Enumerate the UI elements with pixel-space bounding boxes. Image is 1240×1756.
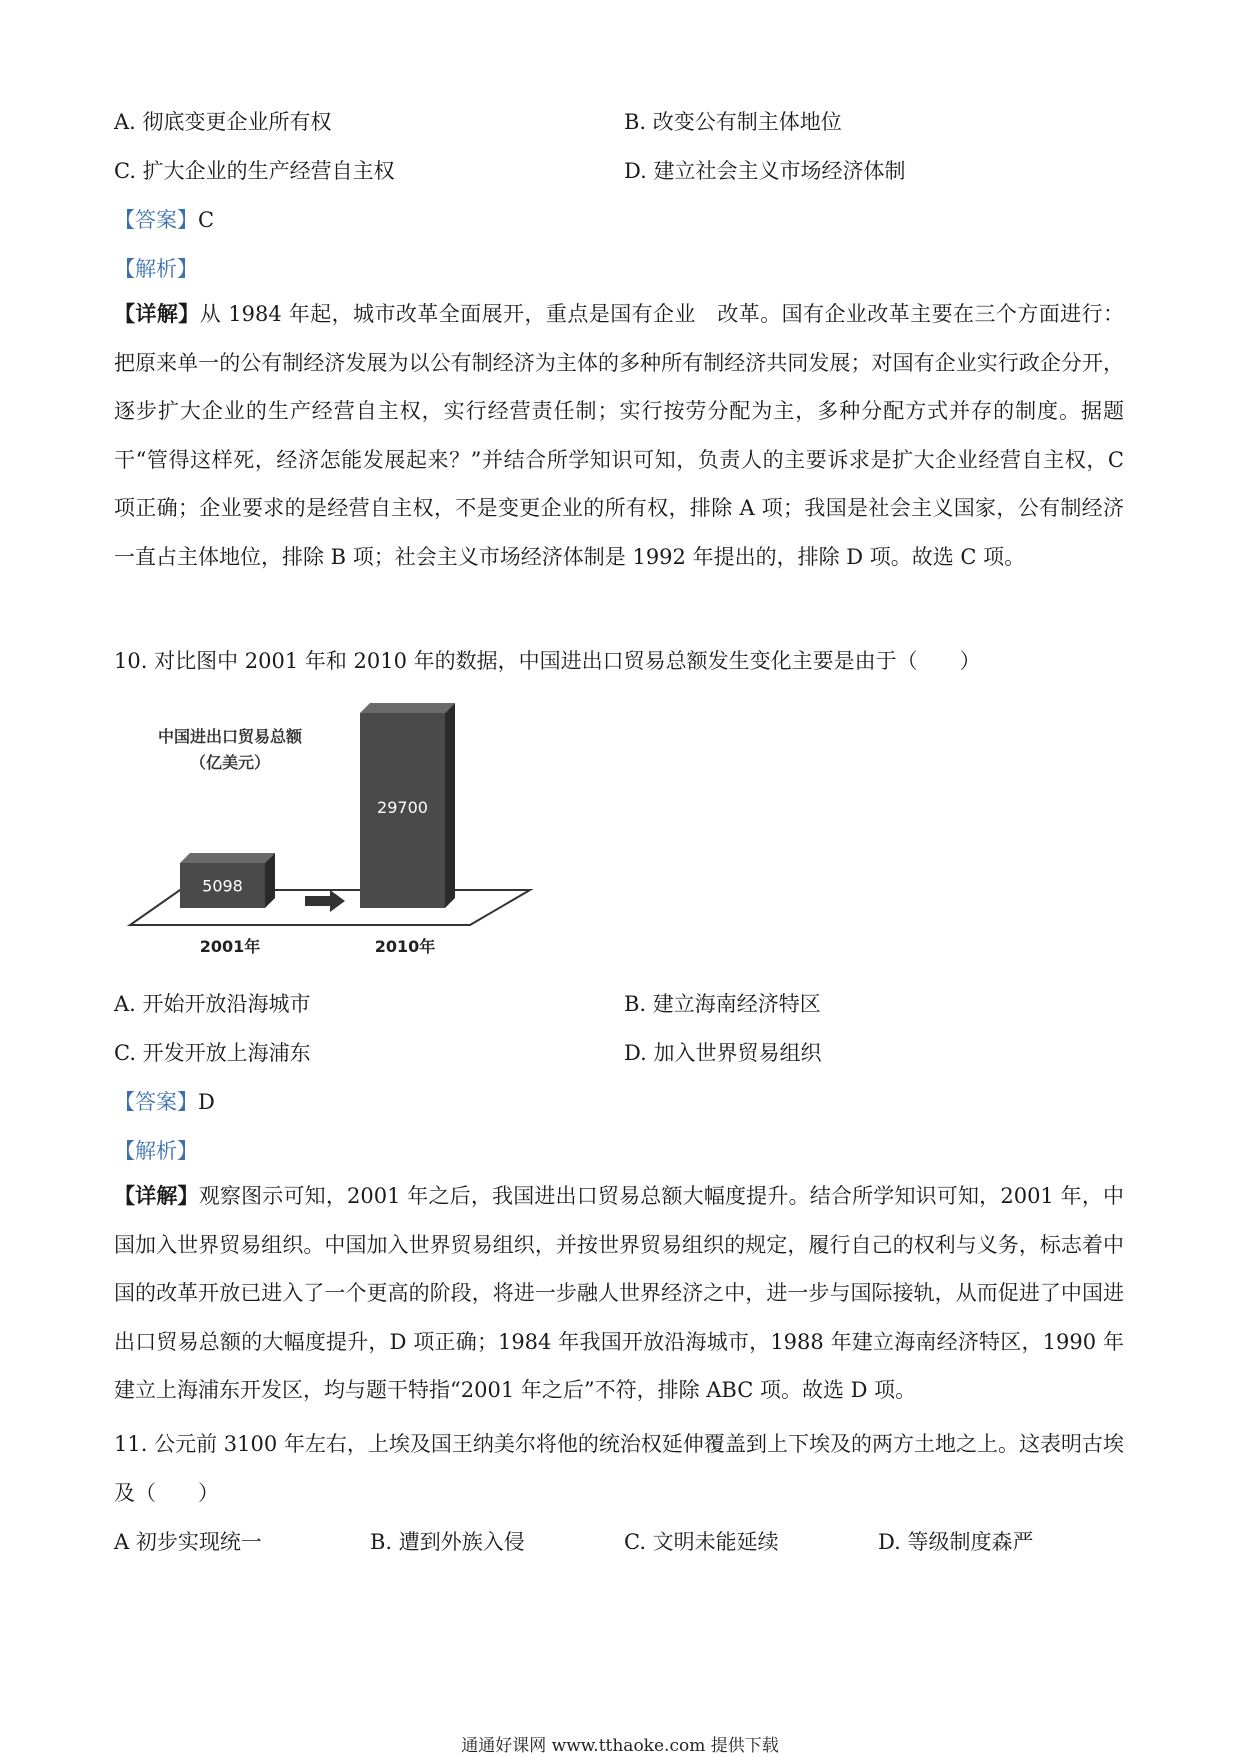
category-label-2001: 2001年 — [199, 937, 261, 956]
q11-option-c: C. 文明未能延续 — [624, 1530, 779, 1554]
answer-value: C — [198, 208, 215, 232]
chart-title: 中国进出口贸易总额 — [157, 727, 303, 746]
q10-option-a: A. 开始开放沿海城市 — [114, 992, 311, 1016]
q11-option-a: A 初步实现统一 — [114, 1530, 262, 1554]
q10-option-b: B. 建立海南经济特区 — [624, 992, 821, 1016]
q11-question: 11. 公元前 3100 年左右，上埃及国王纳美尔将他的统治权延伸覆盖到上下埃及的两方土地之上。这表明古埃及（ ） — [114, 1432, 1124, 1505]
answer-tag: 【答案】 — [114, 208, 198, 232]
q10-option-c: C. 开发开放上海浦东 — [114, 1041, 311, 1065]
detail-text: 从 1984 年起，城市改革全面展开，重点是国有企业 改革。国有企业改革主要在三个方面进行：把原来单一的公有制经济发展为以公有制经济为主体的多种所有制经济共同发展；对国有企业实行政企分开，逐步扩大企业的生产经营自主权，实行经营责任制；实行按劳分配为主，多种分配方式并存的制度。据题干“管得这样死，经济怎能发展起来？”并结合所学知识可知，负责人的主要诉求是扩大企业经营自主权，C 项正确；企业要求的是经营自主权，不是变更企业的所有权，排除 A 项；我国是社会主义国家，公有制经济一直占主体地位，排除 B 项；社会主义市场经济体制是 1992 年提出的，排除 D 项。故选 C 项。 — [114, 302, 1125, 569]
q9-analysis-tag: 【解析】 — [114, 257, 198, 281]
q9-detail — [114, 290, 1124, 581]
bar-top-2010年 — [360, 703, 455, 713]
q9-option-d: D. 建立社会主义市场经济体制 — [624, 159, 906, 183]
detail-tag: 【详解】 — [114, 301, 200, 326]
bar-value-label: 5098 — [202, 876, 243, 896]
detail-text: 观察图示可知，2001 年之后，我国进出口贸易总额大幅度提升。结合所学知识可知，2001 年，中国加入世界贸易组织。中国加入世界贸易组织，并按世界贸易组织的规定，履行自己的权利与义务，标志着中国的改革开放已进入了一个更高的阶段，将进一步融人世界经济之中，进一步与国际接轨，从而促进了中国进出口贸易总额的大幅度提升，D 项正确；1984 年我国开放沿海城市，1988 年建立海南经济特区，1990 年建立上海浦东开发区，均与题干特指“2001 年之后”不符，排除 ABC 项。故选 D 项。 — [114, 1184, 1125, 1402]
bar-side-2010年 — [445, 703, 455, 908]
bar-top-2001年 — [180, 853, 275, 863]
q9-answer — [114, 204, 214, 234]
q10-answer — [114, 1086, 215, 1116]
answer-value: D — [198, 1090, 215, 1114]
bar-value-label: 29700 — [377, 798, 428, 817]
q11-option-d: D. 等级制度森严 — [878, 1530, 1034, 1554]
q9-option-a: A. 彻底变更企业所有权 — [114, 110, 332, 134]
page-footer: 通通好课网 www.tthaoke.com 提供下载 — [461, 1736, 779, 1756]
q9-option-c: C. 扩大企业的生产经营自主权 — [114, 159, 395, 183]
q10-option-d: D. 加入世界贸易组织 — [624, 1041, 822, 1065]
q10-question: 10. 对比图中 2001 年和 2010 年的数据，中国进出口贸易总额发生变化主要是由于（ ） — [114, 649, 981, 673]
q9-option-b: B. 改变公有制主体地位 — [624, 110, 842, 134]
q11-option-b: B. 遭到外族入侵 — [370, 1530, 525, 1554]
detail-tag: 【详解】 — [114, 1183, 199, 1208]
arrow-icon — [305, 890, 345, 912]
q10-detail — [114, 1172, 1124, 1415]
answer-tag: 【答案】 — [114, 1090, 198, 1114]
category-label-2010: 2010年 — [374, 937, 436, 956]
q10-analysis-tag: 【解析】 — [114, 1139, 198, 1163]
trade-chart — [120, 700, 540, 970]
chart-subtitle: （亿美元） — [189, 753, 271, 772]
